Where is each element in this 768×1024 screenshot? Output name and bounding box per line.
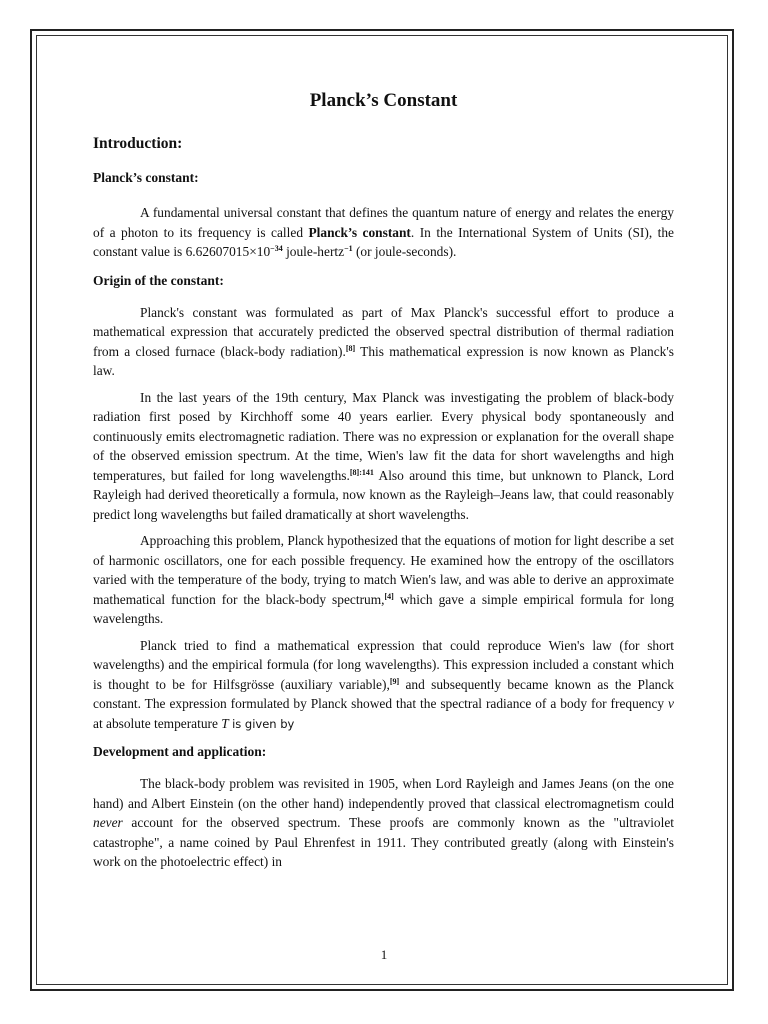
origin-paragraph-4 <box>93 636 674 735</box>
introduction-heading: Introduction: <box>93 135 183 152</box>
definition-text-2: . In the International System of Units (SI), the constant value is 6.62607015×10 <box>93 224 674 259</box>
development-heading: Development and application: <box>93 744 267 759</box>
origin-p4-text-3: at absolute temperature <box>93 715 222 731</box>
citation-ref: [8]:141 <box>349 467 374 477</box>
origin-p3-text-2: which gave a simple empirical formula for long wavelengths. <box>93 591 674 626</box>
definition-text-1: A fundamental universal constant that defines the quantum nature of energy and relates the energy of a photon to its frequency is called <box>93 205 674 240</box>
definition-text-3: joule-hertz <box>282 244 345 259</box>
origin-p1-text-1: Planck's constant was formulated as part of Max Planck's successful effort to produce a mathematical expression that accurately predicted the observed spectral distribution of thermal radiation from a closed furnace (black-body radiation). <box>93 304 674 359</box>
citation-ref: [8] <box>345 343 356 353</box>
definition-paragraph <box>93 203 674 262</box>
frequency-symbol: ν <box>668 696 674 711</box>
citation-ref: [4] <box>384 591 394 601</box>
exponent-value: −34 <box>270 244 283 253</box>
origin-paragraph-2 <box>93 388 674 525</box>
document-title: Planck’s Constant <box>309 90 458 111</box>
origin-heading: Origin of the constant: <box>93 272 224 288</box>
temperature-symbol: T <box>221 715 229 731</box>
definition-term: Planck’s constant <box>308 224 411 240</box>
origin-p4-given-by: is given by <box>232 716 295 731</box>
emphasis-never: never <box>93 815 123 830</box>
page-content <box>93 88 674 872</box>
origin-p4-text-2: and subsequently became known as the Planck constant. The expression formulated by Planck showed that the spectral radiance of a body for frequency <box>93 676 674 711</box>
development-text-1: The black-body problem was revisited in 1905, when Lord Rayleigh and James Jeans (on the one hand) and Albert Einstein (on the other hand) independently proved that classical electromagnetism could <box>93 776 674 811</box>
origin-paragraph-1 <box>93 303 674 381</box>
origin-p4-text-1: Planck tried to find a mathematical expression that could reproduce Wien's law (for short wavelengths) and the empirical formula (for long wavelengths). This expression included a constant which is thought to be for Hilfsgrösse (auxiliary variable), <box>93 637 674 692</box>
origin-p2-text-2: Also around this time, but unknown to Planck, Lord Rayleigh had derived theoretically a formula, now known as the Rayleigh–Jeans law, that could reasonably predict long wavelengths but failed dramatically at short wavelengths. <box>93 467 674 522</box>
development-paragraph-1 <box>93 774 674 872</box>
citation-ref: [9] <box>389 676 400 686</box>
origin-p2-text-1: In the last years of the 19th century, Max Planck was investigating the problem of black-body radiation first posed by Kirchhoff some 40 years earlier. Every physical body spontaneously and continuously emits electromagnetic radiation. There was no expression or explanation for the overall shape of the observed emission spectrum. At the time, Wien's law fit the data for short wavelengths and high temperatures, but failed for long wavelengths. <box>93 389 674 483</box>
origin-p3-text-1: Approaching this problem, Planck hypothesized that the equations of motion for light describe a set of harmonic oscillators, one for each possible frequency. He examined how the entropy of the oscillators varied with the temperature of the body, trying to match Wien's law, and was able to derive an approximate mathematical function for the black-body spectrum, <box>93 533 674 607</box>
plancks-constant-heading: Planck’s constant: <box>93 170 199 185</box>
definition-text-4: (or joule-seconds). <box>352 244 457 259</box>
origin-p1-text-2: This mathematical expression is now known as Planck's law. <box>93 343 674 378</box>
page-number: 1 <box>380 947 388 962</box>
exponent-unit: −1 <box>344 244 353 253</box>
origin-paragraph-3 <box>93 531 674 629</box>
development-text-2: account for the observed spectrum. These proofs are commonly known as the "ultraviolet catastrophe", a name coined by Paul Ehrenfest in 1911. They contributed greatly (along with Einstein's work on the photoelectric effect) in <box>93 815 674 869</box>
